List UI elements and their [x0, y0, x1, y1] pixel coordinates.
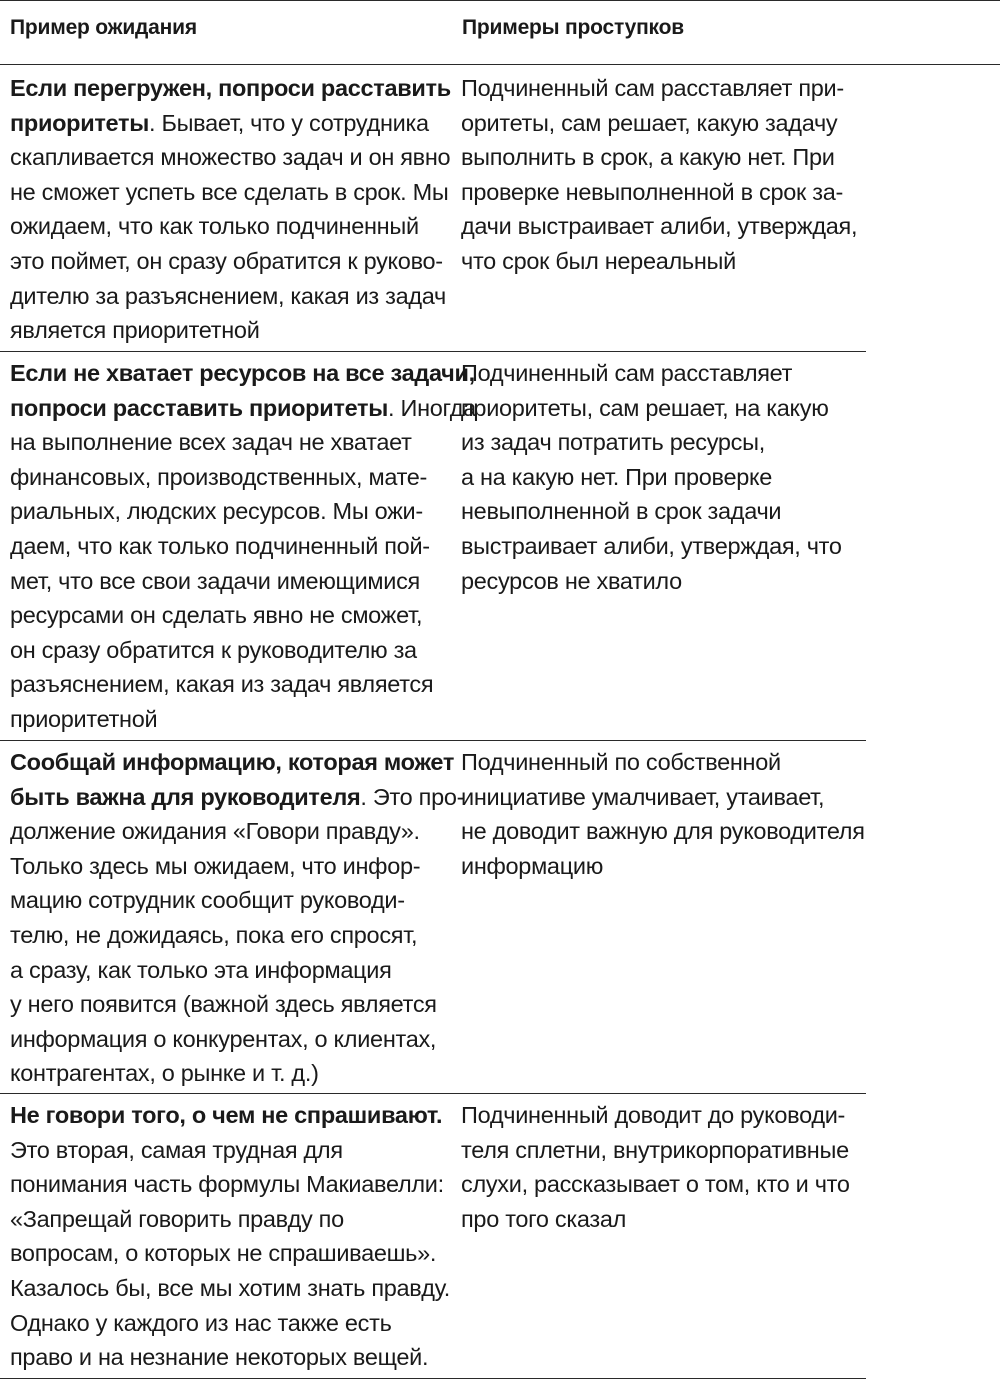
text-line	[10, 356, 475, 391]
body-text: не сможет успеть все сделать в срок. Мы	[10, 178, 449, 205]
text-line	[10, 313, 450, 348]
body-text: это поймет, он сразу обратится к руково-	[10, 247, 443, 274]
text-line: слухи, рассказывает о том, кто и что	[461, 1171, 850, 1198]
text-line	[10, 244, 450, 279]
text-line	[10, 209, 450, 244]
row-divider	[0, 740, 866, 741]
text-line	[10, 849, 450, 884]
text-line	[10, 1271, 450, 1306]
text-line	[10, 1340, 450, 1375]
text-line	[10, 918, 450, 953]
text-line	[10, 494, 450, 529]
text-line	[10, 745, 455, 780]
body-text: «Запрещай говорить правду по	[10, 1205, 344, 1232]
text-line: про того сказал	[461, 1205, 627, 1232]
body-text: Это вторая, самая трудная для	[10, 1136, 343, 1163]
body-text: Однако у каждого из нас также есть	[10, 1309, 392, 1336]
text-line: невыполненной в срок задачи	[461, 498, 782, 525]
text-line: а на какую нет. При проверке	[461, 463, 773, 490]
text-line	[10, 1236, 450, 1271]
text-line: информацию	[461, 852, 604, 879]
text-line	[10, 140, 450, 175]
body-text: является приоритетной	[10, 317, 260, 344]
body-text: мет, что все свои задачи имеющимися	[10, 567, 420, 594]
text-line: выполнить в срок, а какую нет. При	[461, 144, 835, 171]
column-header-violations: Примеры проступков	[462, 16, 684, 39]
text-line: инициативе умалчивает, утаивает,	[461, 783, 825, 810]
text-line	[10, 564, 450, 599]
body-text: приоритетной	[10, 705, 158, 732]
text-line	[10, 425, 450, 460]
text-line	[10, 1306, 450, 1341]
text-line	[10, 1022, 450, 1057]
body-text: Только здесь мы ожидаем, что инфор-	[10, 852, 421, 879]
body-text: информация о конкурентах, о клиентах,	[10, 1025, 437, 1052]
body-text: телю, не дожидаясь, пока его спросят,	[10, 921, 418, 948]
bold-text: приоритеты	[10, 109, 149, 136]
table-bottom-rule	[0, 1378, 866, 1379]
body-text: . Иногда	[388, 394, 476, 421]
body-text: ресурсами он сделать явно не сможет,	[10, 602, 423, 629]
bold-text: Если перегружен, попроси расставить	[10, 75, 451, 101]
text-line: из задач потратить ресурсы,	[461, 429, 765, 456]
body-text: . Бывает, что у сотрудника	[149, 109, 429, 136]
row-divider	[0, 351, 866, 352]
text-line: проверке невыполненной в срок за-	[461, 178, 843, 205]
text-line: что срок был нереальный	[461, 247, 736, 274]
body-text: риальных, людских ресурсов. Мы ожи-	[10, 498, 423, 525]
body-text: мацию сотрудник сообщит руководи-	[10, 887, 405, 914]
text-line	[10, 633, 450, 668]
text-line: ресурсов не хватило	[461, 567, 682, 594]
row-1-violations	[461, 71, 881, 279]
text-line	[10, 175, 450, 210]
body-text: ожидаем, что как только подчиненный	[10, 213, 419, 240]
text-line	[10, 667, 450, 702]
body-text: . Это про-	[360, 783, 465, 810]
text-line	[10, 814, 450, 849]
text-line: приоритеты, сам решает, на какую	[461, 394, 829, 421]
body-text: контрагентах, о рынке и т. д.)	[10, 1060, 319, 1087]
body-text: разъяснением, какая из задач является	[10, 671, 434, 698]
text-line	[10, 1167, 450, 1202]
bold-text: Не говори того, о чем не спрашивают.	[10, 1102, 443, 1128]
text-line: Подчиненный сам расставляет при-	[461, 75, 844, 101]
text-line	[10, 106, 450, 141]
text-line	[10, 1202, 450, 1237]
text-line	[10, 780, 465, 815]
body-text: Казалось бы, все мы хотим знать правду.	[10, 1274, 450, 1301]
bold-text: быть важна для руководителя	[10, 783, 361, 810]
text-line: теля сплетни, внутрикорпоративные	[461, 1136, 849, 1163]
body-text: а сразу, как только эта информация	[10, 956, 392, 983]
body-text: должение ожидания «Говори правду».	[10, 818, 420, 845]
row-divider	[0, 1093, 866, 1094]
text-line: оритеты, сам решает, какую задачу	[461, 109, 838, 136]
text-line	[10, 529, 450, 564]
body-text: вопросам, о которых не спрашиваешь».	[10, 1240, 437, 1267]
body-text: даем, что как только подчиненный пой-	[10, 532, 430, 559]
body-text: скапливается множество задач и он явно	[10, 144, 451, 171]
text-line	[10, 702, 450, 737]
text-line: Подчиненный по собственной	[461, 749, 781, 775]
body-text: финансовых, производственных, мате-	[10, 463, 428, 490]
text-line: выстраивает алиби, утверждая, что	[461, 532, 842, 559]
text-line	[10, 71, 450, 106]
row-2-expectation	[10, 356, 476, 737]
text-line: Подчиненный доводит до руководи-	[461, 1102, 846, 1128]
body-text: у него появится (важной здесь является	[10, 991, 437, 1018]
table-top-rule	[0, 0, 1000, 1]
text-line	[10, 1133, 450, 1168]
text-line: дачи выстраивает алиби, утверждая,	[461, 213, 858, 240]
body-text: на выполнение всех задач не хватает	[10, 429, 412, 456]
text-line	[10, 391, 476, 426]
header-rule	[0, 64, 1000, 65]
text-line	[10, 1098, 450, 1133]
row-4-expectation	[10, 1098, 450, 1375]
text-line	[10, 987, 450, 1022]
row-4-violations	[461, 1098, 881, 1236]
text-line	[10, 598, 450, 633]
text-line: не доводит важную для руководителя	[461, 818, 865, 845]
body-text: право и на незнание некоторых вещей.	[10, 1344, 429, 1371]
column-header-expectation: Пример ожидания	[10, 16, 197, 39]
text-line: Подчиненный сам расставляет	[461, 360, 793, 386]
text-line	[10, 1056, 450, 1091]
bold-text: попроси расставить приоритеты	[10, 394, 389, 421]
body-text: дителю за разъяснением, какая из задач	[10, 282, 446, 309]
text-line	[10, 460, 450, 495]
bold-text: Если не хватает ресурсов на все задачи,	[10, 360, 475, 386]
text-line	[10, 883, 450, 918]
row-2-violations	[461, 356, 881, 598]
body-text: понимания часть формулы Макиавелли:	[10, 1171, 444, 1198]
row-1-expectation	[10, 71, 450, 348]
text-line	[10, 953, 450, 988]
bold-text: Сообщай информацию, которая может	[10, 749, 455, 775]
row-3-violations	[461, 745, 881, 883]
body-text: он сразу обратится к руководителю за	[10, 636, 417, 663]
row-3-expectation	[10, 745, 465, 1091]
text-line	[10, 279, 450, 314]
